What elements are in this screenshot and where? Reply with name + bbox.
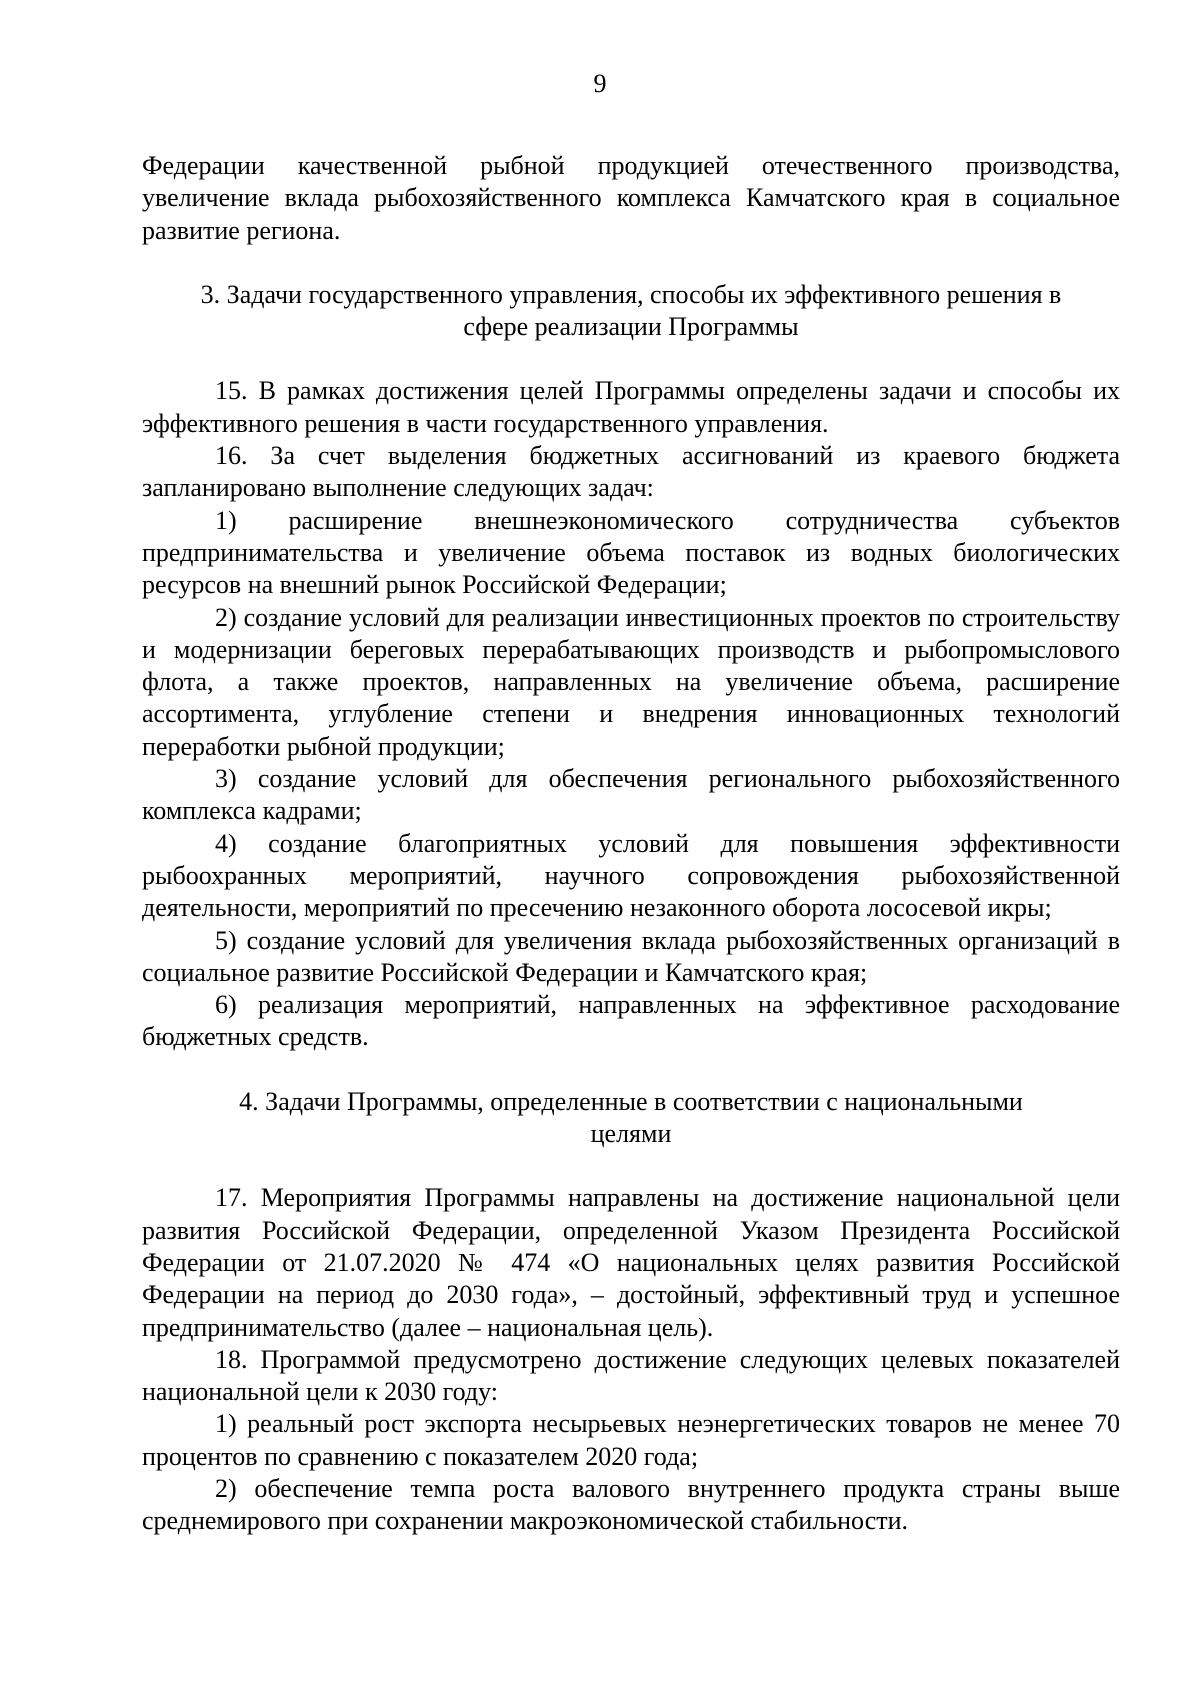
section-3-heading-line-1: 3. Задачи государственного управления, способы их эффективного решения в xyxy=(200,279,1062,309)
indicator-item-2: 2) обеспечение темпа роста валового внутреннего продукта страны выше среднемирового при сохранении макроэкономической стабильности. xyxy=(142,1473,1120,1536)
task-item-1: 1) расширение внешнеэкономического сотрудничества субъектов предпринимательства и увеличение объема поставок из водных биологических ресурсов на внешний рынок Российской Федерации; xyxy=(142,505,1120,600)
task-item-4: 4) создание благоприятных условий для повышения эффективности рыбоохранных мероприятий, научного сопровождения рыбохозяйственной деятельности, мероприятий по пресечению незаконного оборота лососевой икры; xyxy=(142,828,1120,923)
paragraph-15: 15. В рамках достижения целей Программы определены задачи и способы их эффективного решения в части государственного управления. xyxy=(142,376,1120,438)
section-4-heading-line-1: 4. Задачи Программы, определенные в соответствии с национальными xyxy=(239,1086,1023,1116)
task-item-3: 3) создание условий для обеспечения регионального рыбохозяйственного комплекса кадрами; xyxy=(142,764,1120,826)
section-3-heading xyxy=(142,279,1120,344)
paragraph-16: 16. За счет выделения бюджетных ассигнований из краевого бюджета запланировано выполнение следующих задач: xyxy=(142,441,1120,503)
indicator-item-1: 1) реальный рост экспорта несырьевых неэнергетических товаров не менее 70 процентов по сравнению с показателем 2020 года; xyxy=(142,1409,1120,1471)
section-3-heading-line-2: сфере реализации Программы xyxy=(463,312,799,342)
section-4-heading-line-2: целями xyxy=(590,1119,672,1149)
spacer xyxy=(142,1054,1120,1086)
spacer xyxy=(142,1150,1120,1182)
spacer xyxy=(142,343,1120,375)
intro-paragraph: Федерации качественной рыбной продукцией отечественного производства, увеличение вклада рыбохозяйственного комплекса Камчатского края в социальное развитие региона. xyxy=(142,151,1120,245)
paragraph-18: 18. Программой предусмотрено достижение следующих целевых показателей национальной цели к 2030 году: xyxy=(142,1344,1120,1407)
paragraph-17: 17. Мероприятия Программы направлены на достижение национальной цели развития Российской Федерации, определенной Указом Президента Российской Федерации от 21.07.2020 № 474 «О национальных целях развития Российской Федерации на период до 2030 года», – достойный, эффективный труд и успешное предпринимательство (далее – национальная цель). xyxy=(142,1183,1120,1342)
section-4-heading xyxy=(142,1086,1120,1151)
task-item-5: 5) создание условий для увеличения вклада рыбохозяйственных организаций в социальное развитие Российской Федерации и Камчатского края; xyxy=(142,925,1120,987)
task-item-6: 6) реализация мероприятий, направленных на эффективное расходование бюджетных средств. xyxy=(142,990,1120,1052)
spacer xyxy=(142,247,1120,279)
page-number: 9 xyxy=(593,69,607,98)
document-body xyxy=(142,150,1120,1538)
task-item-2: 2) создание условий для реализации инвестиционных проектов по строительству и модернизации береговых перерабатывающих производств и рыбопромыслового флота, а также проектов, направленных на увеличение объема, расширение ассортимента, углубление степени и внедрения инновационных технологий переработки рыбной продукции; xyxy=(142,602,1120,761)
